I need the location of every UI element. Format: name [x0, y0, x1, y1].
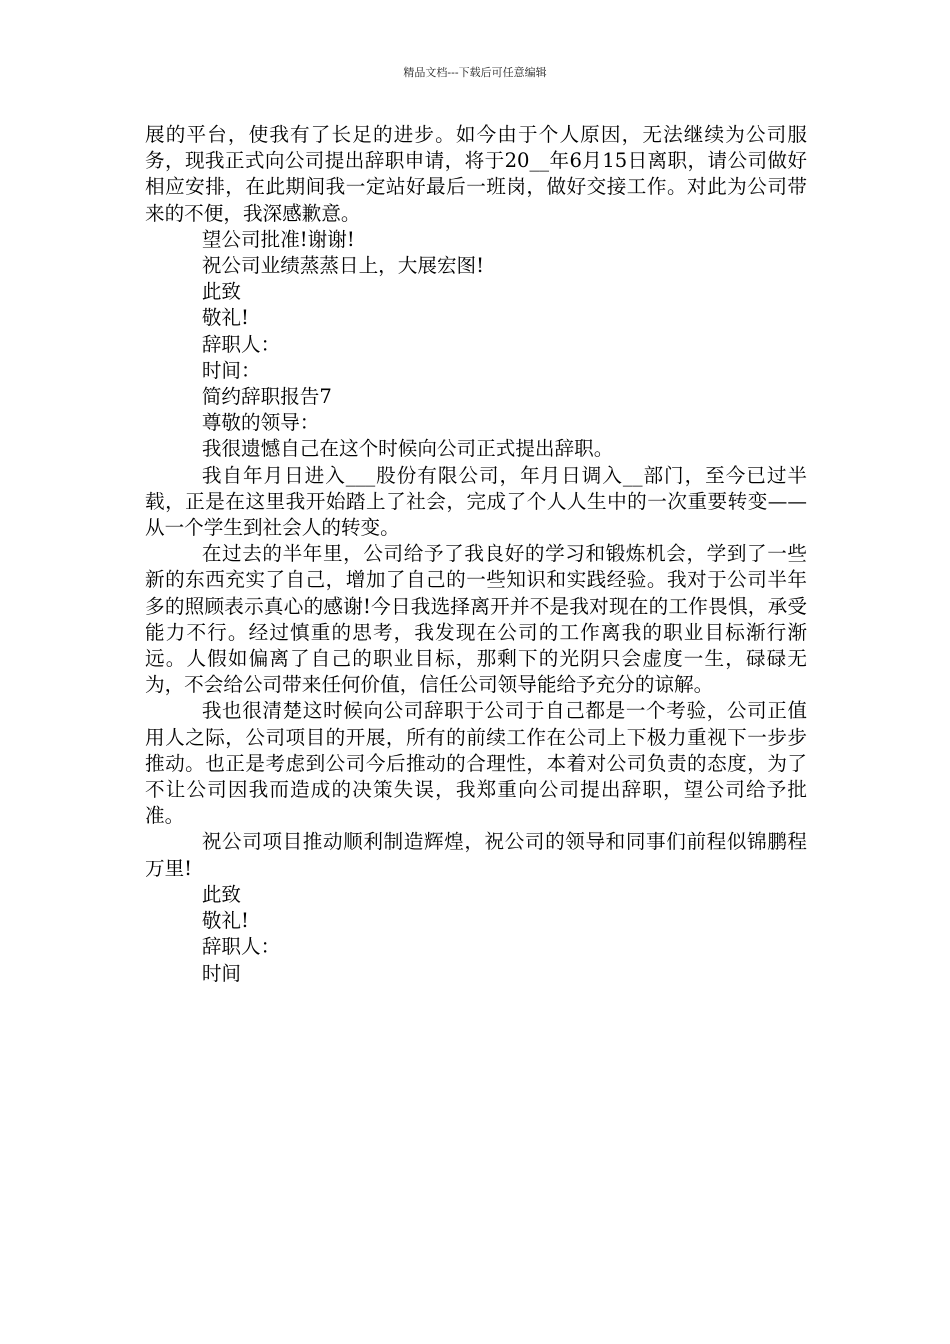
document-body [145, 122, 807, 987]
closing-jingli-2: 敬礼! [201, 909, 249, 933]
closing-jingli: 敬礼! [201, 306, 249, 330]
page-header: 精品文档---下载后可任意编辑 [403, 66, 547, 79]
paragraph-gratitude: 在过去的半年里，公司给予了我良好的学习和锻炼机会，学到了一些新的东西充实了自己，增加了自己的一些知识和实践经验。我对于公司半年多的照顾表示真心的感谢!今日我选择离开并不是我对现在的工作畏惧，承受能力不行。经过慎重的思考，我发现在公司的工作离我的职业目标渐行渐远。人假如偏离了自己的职业目标，那剩下的光阴只会虚度一生，碌碌无为，不会给公司带来任何价值，信任公司领导能给予充分的谅解。 [145, 542, 807, 697]
closing-cizhi: 此致 [201, 280, 242, 304]
signature-date-2: 时间 [201, 961, 242, 985]
paragraph-intro: 我很遗憾自己在这个时候向公司正式提出辞职。 [201, 437, 614, 461]
paragraph-blessing: 祝公司项目推动顺利制造辉煌，祝公司的领导和同事们前程似锦鹏程万里! [145, 830, 807, 880]
signature-resigner: 辞职人： [201, 332, 281, 356]
paragraph-request-approval: 望公司批准!谢谢! [201, 227, 355, 251]
signature-date: 时间： [201, 358, 261, 382]
paragraph-background: 我自年月日进入___股份有限公司，年月日调入__部门，至今已过半载，正是在这里我开始踏上了社会，完成了个人人生中的一次重要转变——从一个学生到社会人的转变。 [145, 463, 807, 540]
section-title: 简约辞职报告7 [201, 385, 332, 409]
signature-resigner-2: 辞职人： [201, 935, 281, 959]
paragraph-reason: 我也很清楚这时候向公司辞职于公司于自己都是一个考验，公司正值用人之际，公司项目的开展，所有的前续工作在公司上下极力重视下一步步推动。也正是考虑到公司今后推动的合理性，本着对公司负责的态度，为了不让公司因我而造成的决策失误，我郑重向公司提出辞职，望公司给予批准。 [145, 699, 807, 828]
paragraph-continuation: 展的平台，使我有了长足的进步。如今由于个人原因，无法继续为公司服务，现我正式向公司提出辞职申请，将于20__年6月15日离职，请公司做好相应安排，在此期间我一定站好最后一班岗，做好交接工作。对此为公司带来的不便，我深感歉意。 [145, 123, 807, 225]
salutation: 尊敬的领导： [201, 411, 320, 435]
closing-cizhi-2: 此致 [201, 882, 242, 906]
paragraph-wishes: 祝公司业绩蒸蒸日上，大展宏图! [201, 254, 485, 278]
